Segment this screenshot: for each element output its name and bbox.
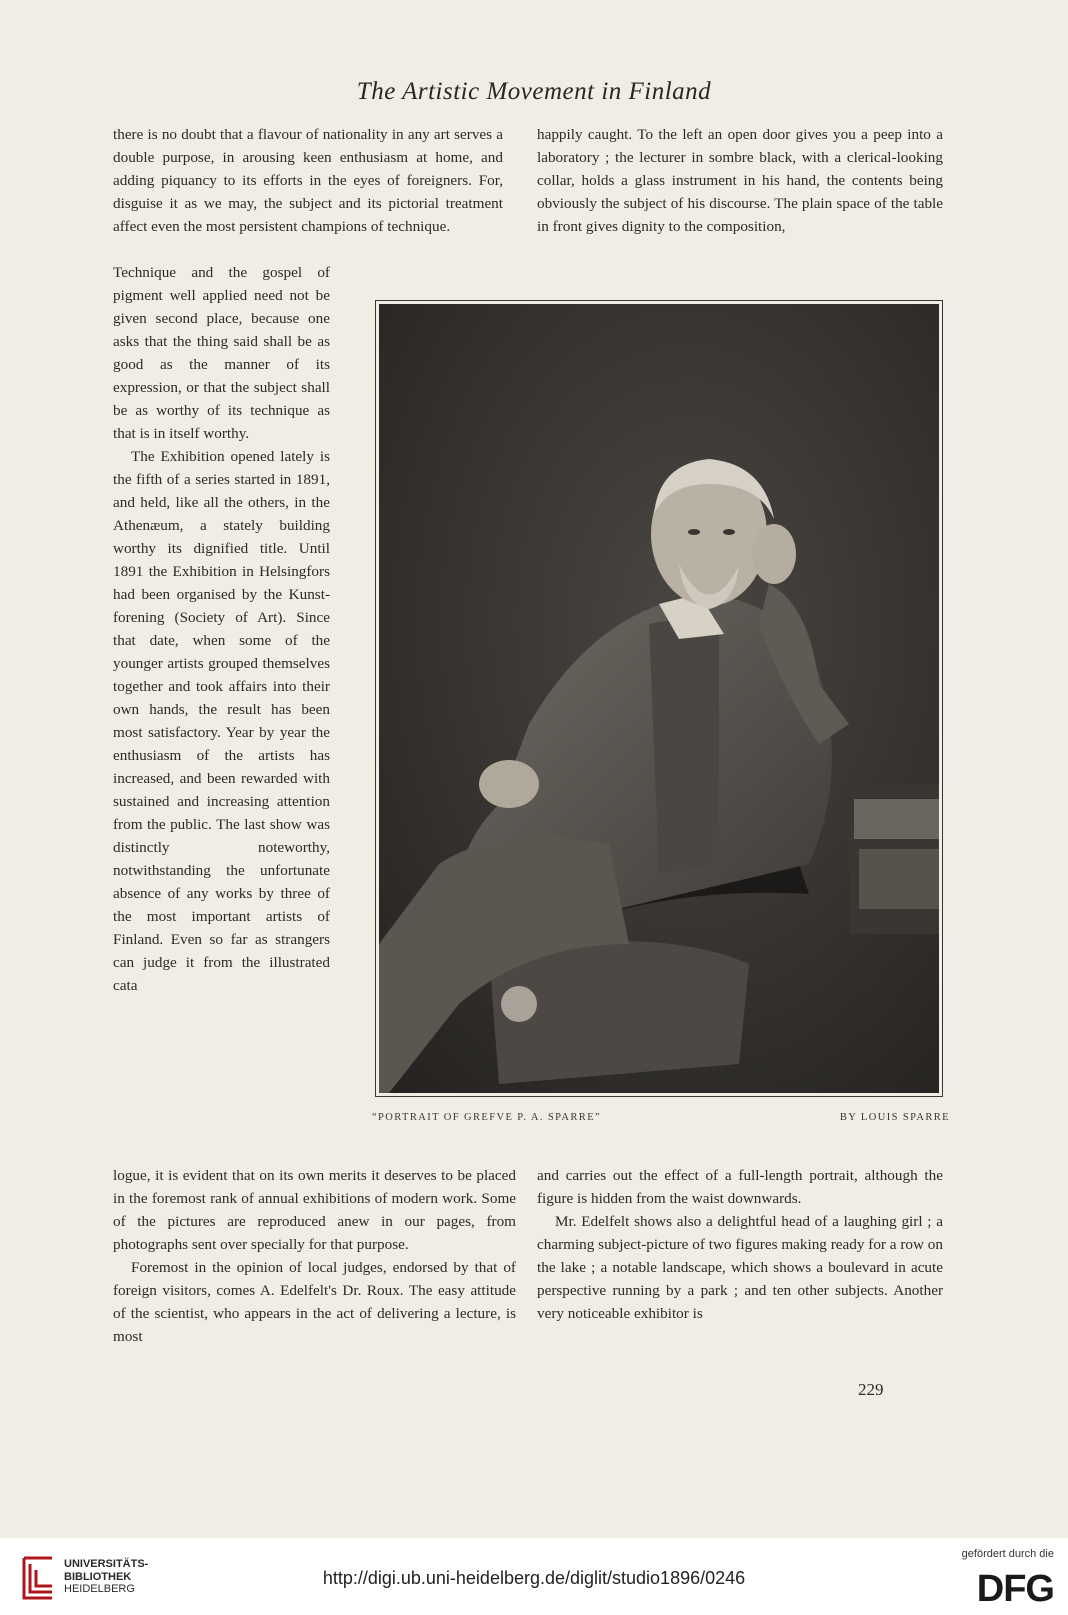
figure-caption-artist: BY LOUIS SPARRE: [839, 1112, 950, 1123]
digitization-footer: [0, 1538, 1068, 1615]
paragraph: there is no doubt that a flavour of nationality in any art serves a double purpose, in arousing keen enthusiasm at home, and adding piquancy to its efforts in the eyes of foreigners. For, disguise it as we may, the subject and its pictorial treatment affect even the most persistent champions of technique.: [113, 126, 503, 235]
library-name-line: UNIVERSITÄTS-: [64, 1558, 149, 1570]
portrait-image: [379, 304, 939, 1093]
paragraph: and carries out the effect of a full-length portrait, although the figure is hidden from the waist downwards.: [537, 1167, 943, 1207]
running-title: The Artistic Movement in Finland: [356, 78, 712, 105]
right-column-top: [537, 123, 943, 238]
funding-note: gefördert durch die: [961, 1548, 1054, 1560]
paragraph: Foremost in the opinion of local judges, endorsed by that of foreign visitors, comes A. Edelfelt's Dr. Roux. The easy attitude of the scientist, who appears in the act of delivering a lecture, is most: [113, 1259, 516, 1345]
left-column-bottom: [113, 1164, 516, 1348]
paragraph: Mr. Edelfelt shows also a delightful head of a laughing girl ; a charming subject-picture of two figures making ready for a row on the lake ; a notable landscape, which shows a boulevard in acute perspective running by a park ; and ten other subjects. Another very noticeable exhibitor is: [537, 1213, 943, 1322]
library-name-line: BIBLIOTHEK: [64, 1570, 132, 1583]
paragraph: The Exhibition opened lately is the fifth of a series started in 1891, and held, like all the others, in the Athenæum, a stately building worthy its dignified title. Until 1891 the Exhibition in Helsingfors had been organised by the Kunst-forening (Society of Art). Since that date, when some of the younger artists grouped themselves together and took affairs into their own hands, the result has been most satisfactory. Year by year the enthusiasm of the artists has increased, and been rewarded with sustained and increasing attention from the public. The last show was distinctly noteworthy, notwithstanding the unfortunate absence of any works by three of the most important artists of Finland. Even so far as strangers can judge it from the illustrated cata: [113, 448, 330, 994]
paragraph: Technique and the gospel of pigment well applied need not be given second place, because one asks that the thing said shall be as good as the manner of its expression, or that the subject shall be as worthy of its technique as that is in itself worthy.: [113, 264, 330, 442]
left-column-top: [113, 123, 503, 238]
left-column-narrow: [113, 261, 330, 997]
right-column-bottom: [537, 1164, 943, 1325]
paragraph: logue, it is evident that on its own merits it deserves to be placed in the foremost rank of annual exhibitions of modern work. Some of the pictures are reproduced anew in our pages, from photographs sent over specially for that purpose.: [113, 1167, 516, 1253]
page-number: 229: [858, 1380, 884, 1399]
paragraph: happily caught. To the left an open door gives you a peep into a laboratory ; the lecturer in sombre black, with a clerical-looking collar, holds a glass instrument in his hand, the contents being obviously the subject of his discourse. The plain space of the table in front gives dignity to the composition,: [537, 126, 943, 235]
figure-caption-title: “PORTRAIT OF GREFVE P. A. SPARRE”: [372, 1112, 602, 1123]
dfg-logo: DFG: [976, 1568, 1054, 1610]
source-url-link[interactable]: http://digi.ub.uni-heidelberg.de/diglit/studio1896/0246: [322, 1568, 746, 1588]
library-name-line: HEIDELBERG: [64, 1583, 135, 1595]
portrait-illustration: [375, 300, 943, 1097]
